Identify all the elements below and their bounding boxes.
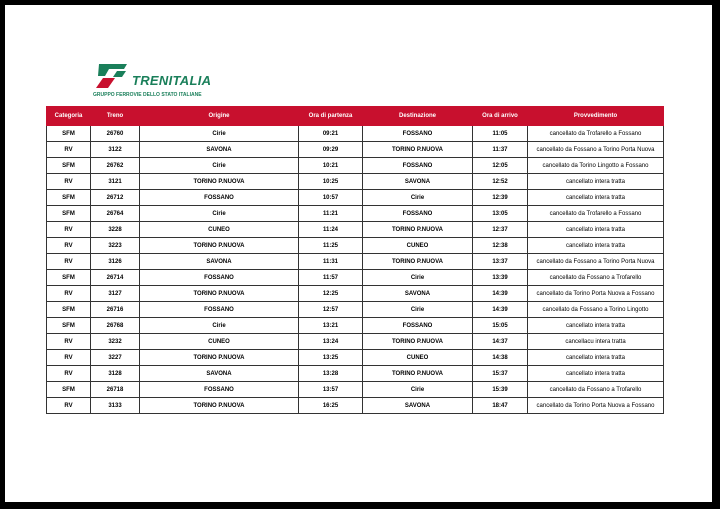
- cell-destination: SAVONA: [363, 174, 473, 190]
- table-row: [47, 270, 664, 286]
- cell-arrival: 13:39: [473, 270, 528, 286]
- table-header-row: [47, 107, 664, 126]
- cell-category: RV: [47, 286, 91, 302]
- cell-departure: 13:21: [299, 318, 363, 334]
- cell-category: SFM: [47, 318, 91, 334]
- table-row: [47, 318, 664, 334]
- table-row: [47, 350, 664, 366]
- cell-arrival: 12:37: [473, 222, 528, 238]
- cell-arrival: 14:37: [473, 334, 528, 350]
- cell-origin: TORINO P.NUOVA: [140, 398, 299, 414]
- cell-measure: cancellato da Torino Porta Nuova a Fossano: [528, 286, 664, 302]
- cell-origin: FOSSANO: [140, 382, 299, 398]
- table-row: [47, 206, 664, 222]
- cell-train: 26764: [91, 206, 140, 222]
- cell-departure: 12:57: [299, 302, 363, 318]
- cell-destination: SAVONA: [363, 398, 473, 414]
- cell-category: RV: [47, 174, 91, 190]
- cell-train: 3223: [91, 238, 140, 254]
- cell-departure: 13:25: [299, 350, 363, 366]
- cell-departure: 13:24: [299, 334, 363, 350]
- brand-name: TRENITALIA: [132, 73, 212, 88]
- table-row: [47, 222, 664, 238]
- cell-category: SFM: [47, 158, 91, 174]
- cell-train: 3126: [91, 254, 140, 270]
- cell-destination: TORINO P.NUOVA: [363, 254, 473, 270]
- cell-train: 26712: [91, 190, 140, 206]
- cell-category: SFM: [47, 302, 91, 318]
- cell-category: RV: [47, 142, 91, 158]
- cell-category: SFM: [47, 190, 91, 206]
- cell-departure: 11:25: [299, 238, 363, 254]
- cell-measure: cancellato da Fossano a Torino Porta Nuova: [528, 142, 664, 158]
- cell-train: 26716: [91, 302, 140, 318]
- column-header-train: Treno: [91, 107, 140, 126]
- cell-category: RV: [47, 222, 91, 238]
- table-row: [47, 286, 664, 302]
- cell-category: RV: [47, 254, 91, 270]
- column-header-departure: Ora di partenza: [299, 107, 363, 126]
- cell-measure: cancellacu intera tratta: [528, 334, 664, 350]
- cell-arrival: 11:05: [473, 126, 528, 142]
- cell-measure: cancellato intera tratta: [528, 366, 664, 382]
- cell-destination: TORINO P.NUOVA: [363, 334, 473, 350]
- cell-arrival: 14:38: [473, 350, 528, 366]
- brand-tagline: GRUPPO FERROVIE DELLO STATO ITALIANE: [93, 92, 202, 98]
- cell-destination: TORINO P.NUOVA: [363, 142, 473, 158]
- cell-destination: FOSSANO: [363, 206, 473, 222]
- cell-arrival: 12:05: [473, 158, 528, 174]
- cell-origin: TORINO P.NUOVA: [140, 238, 299, 254]
- cell-train: 26718: [91, 382, 140, 398]
- column-header-measure: Provvedimento: [528, 107, 664, 126]
- table-row: [47, 190, 664, 206]
- cell-arrival: 15:37: [473, 366, 528, 382]
- cell-origin: Cirie: [140, 158, 299, 174]
- cell-category: SFM: [47, 270, 91, 286]
- cell-train: 3227: [91, 350, 140, 366]
- cell-measure: cancellato da Torino Lingotto a Fossano: [528, 158, 664, 174]
- cell-train: 26714: [91, 270, 140, 286]
- cell-departure: 10:25: [299, 174, 363, 190]
- table-row: [47, 398, 664, 414]
- cell-departure: 12:25: [299, 286, 363, 302]
- cell-origin: Cirie: [140, 126, 299, 142]
- cell-origin: SAVONA: [140, 142, 299, 158]
- cell-arrival: 14:39: [473, 302, 528, 318]
- cell-train: 3122: [91, 142, 140, 158]
- cell-origin: CUNEO: [140, 334, 299, 350]
- cell-departure: 13:57: [299, 382, 363, 398]
- cell-measure: cancellato intera tratta: [528, 174, 664, 190]
- cell-category: RV: [47, 238, 91, 254]
- cell-category: SFM: [47, 126, 91, 142]
- cell-train: 3228: [91, 222, 140, 238]
- cell-departure: 11:21: [299, 206, 363, 222]
- cell-arrival: 13:37: [473, 254, 528, 270]
- cell-origin: FOSSANO: [140, 190, 299, 206]
- cell-destination: CUNEO: [363, 350, 473, 366]
- cell-train: 3128: [91, 366, 140, 382]
- cell-departure: 11:31: [299, 254, 363, 270]
- cell-departure: 11:24: [299, 222, 363, 238]
- cell-arrival: 18:47: [473, 398, 528, 414]
- cell-train: 3133: [91, 398, 140, 414]
- cell-destination: FOSSANO: [363, 126, 473, 142]
- cell-destination: TORINO P.NUOVA: [363, 222, 473, 238]
- cell-measure: cancellato da Fossano a Torino Porta Nuova: [528, 254, 664, 270]
- table-row: [47, 142, 664, 158]
- cell-destination: FOSSANO: [363, 158, 473, 174]
- table-row: [47, 254, 664, 270]
- table-row: [47, 174, 664, 190]
- cell-measure: cancellato intera tratta: [528, 238, 664, 254]
- cell-departure: 16:25: [299, 398, 363, 414]
- cell-train: 26768: [91, 318, 140, 334]
- cell-arrival: 11:37: [473, 142, 528, 158]
- cell-arrival: 12:38: [473, 238, 528, 254]
- trenitalia-logo-icon: [93, 61, 129, 89]
- cell-destination: Cirie: [363, 302, 473, 318]
- cell-departure: 09:21: [299, 126, 363, 142]
- table-row: [47, 334, 664, 350]
- cell-measure: cancellato intera tratta: [528, 318, 664, 334]
- cell-category: RV: [47, 350, 91, 366]
- cell-train: 3232: [91, 334, 140, 350]
- cell-measure: cancellato intera tratta: [528, 350, 664, 366]
- cancellations-table: [46, 106, 664, 414]
- cell-origin: TORINO P.NUOVA: [140, 286, 299, 302]
- column-header-destination: Destinazione: [363, 107, 473, 126]
- cell-destination: TORINO P.NUOVA: [363, 366, 473, 382]
- column-header-category: Categoria: [47, 107, 91, 126]
- cell-destination: Cirie: [363, 190, 473, 206]
- cell-measure: cancellato intera tratta: [528, 222, 664, 238]
- cell-origin: Cirie: [140, 318, 299, 334]
- cell-train: 26760: [91, 126, 140, 142]
- cell-departure: 09:29: [299, 142, 363, 158]
- screen-edge: [712, 0, 720, 509]
- cell-destination: FOSSANO: [363, 318, 473, 334]
- cell-measure: cancellato intera tratta: [528, 190, 664, 206]
- cell-category: RV: [47, 334, 91, 350]
- cell-category: RV: [47, 398, 91, 414]
- cell-origin: Cirie: [140, 206, 299, 222]
- cell-destination: Cirie: [363, 270, 473, 286]
- cell-origin: FOSSANO: [140, 302, 299, 318]
- cell-measure: cancellato da Fossano a Trofarello: [528, 382, 664, 398]
- cell-measure: cancellato da Fossano a Trofarello: [528, 270, 664, 286]
- cell-arrival: 12:52: [473, 174, 528, 190]
- cell-origin: FOSSANO: [140, 270, 299, 286]
- cell-origin: SAVONA: [140, 366, 299, 382]
- column-header-arrival: Ora di arrivo: [473, 107, 528, 126]
- cell-departure: 10:21: [299, 158, 363, 174]
- cell-train: 26762: [91, 158, 140, 174]
- cell-arrival: 14:39: [473, 286, 528, 302]
- table-row: [47, 126, 664, 142]
- table-row: [47, 366, 664, 382]
- table-row: [47, 238, 664, 254]
- cell-measure: cancellato da Trofarello a Fossano: [528, 126, 664, 142]
- cell-measure: cancellato da Trofarello a Fossano: [528, 206, 664, 222]
- cell-category: SFM: [47, 206, 91, 222]
- cell-departure: 11:57: [299, 270, 363, 286]
- document-page: [5, 5, 712, 502]
- cell-origin: SAVONA: [140, 254, 299, 270]
- cell-departure: 10:57: [299, 190, 363, 206]
- cell-origin: TORINO P.NUOVA: [140, 350, 299, 366]
- cell-departure: 13:28: [299, 366, 363, 382]
- cell-arrival: 13:05: [473, 206, 528, 222]
- cell-arrival: 12:39: [473, 190, 528, 206]
- cell-category: SFM: [47, 382, 91, 398]
- cell-category: RV: [47, 366, 91, 382]
- cell-train: 3121: [91, 174, 140, 190]
- cell-destination: SAVONA: [363, 286, 473, 302]
- table-row: [47, 382, 664, 398]
- table-row: [47, 302, 664, 318]
- trenitalia-logo: [89, 57, 219, 103]
- cell-arrival: 15:39: [473, 382, 528, 398]
- cell-destination: CUNEO: [363, 238, 473, 254]
- table-body: [47, 126, 664, 414]
- table-row: [47, 158, 664, 174]
- cell-destination: Cirie: [363, 382, 473, 398]
- cell-origin: TORINO P.NUOVA: [140, 174, 299, 190]
- cell-origin: CUNEO: [140, 222, 299, 238]
- cell-measure: cancellato da Torino Porta Nuova a Fossano: [528, 398, 664, 414]
- cell-arrival: 15:05: [473, 318, 528, 334]
- cell-measure: cancellato da Fossano a Torino Lingotto: [528, 302, 664, 318]
- column-header-origin: Origine: [140, 107, 299, 126]
- cell-train: 3127: [91, 286, 140, 302]
